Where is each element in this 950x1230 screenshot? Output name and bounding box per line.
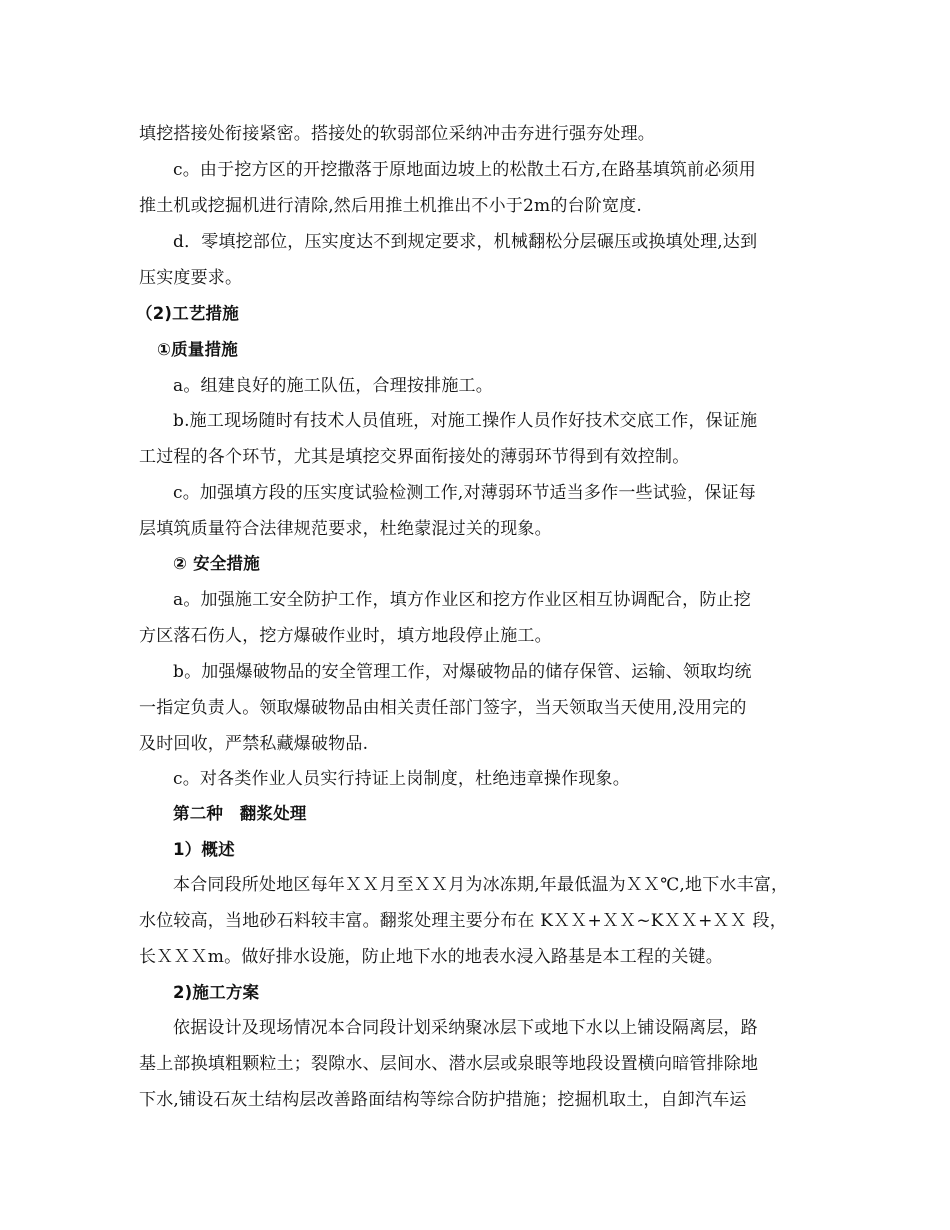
paragraph-line: c。对各类作业人员实行持证上岗制度，杜绝违章操作现象。	[173, 769, 630, 789]
subsection-heading: ①质量措施	[157, 340, 238, 359]
paragraph-line: a。加强施工安全防护工作，填方作业区和挖方作业区相互协调配合，防止挖	[173, 590, 751, 610]
paragraph-line: d．零填挖部位，压实度达不到规定要求，机械翻松分层碾压或换填处理,达到	[173, 232, 758, 252]
paragraph-line: c。由于挖方区的开挖撒落于原地面边坡上的松散土石方,在路基填筑前必须用	[173, 160, 756, 180]
paragraph-line: 本合同段所处地区每年ＸＸ月至ＸＸ月为冰冻期,年最低温为ＸＸ℃,地下水丰富，	[173, 875, 789, 895]
paragraph-line: 基上部换填粗颗粒土；裂隙水、层间水、潜水层或泉眼等地段设置横向暗管排除地	[139, 1054, 759, 1074]
paragraph-line: 工过程的各个环节，尤其是填挖交界面衔接处的薄弱环节得到有效控制。	[139, 447, 690, 467]
paragraph-line: 填挖搭接处衔接紧密。搭接处的软弱部位采纳冲击夯进行强夯处理。	[139, 124, 655, 144]
paragraph-line: 依据设计及现场情况本合同段计划采纳聚冰层下或地下水以上铺设隔离层，路	[173, 1018, 758, 1038]
paragraph-line: 下水,铺设石灰土结构层改善路面结构等综合防护措施；挖掘机取土，自卸汽车运	[139, 1090, 747, 1110]
paragraph-line: 水位较高，当地砂石料较丰富。翻浆处理主要分布在 KＸＸ+ＸＸ~KＸＸ+ＸＸ 段，	[139, 911, 787, 931]
subsection-heading: 1）概述	[173, 840, 235, 859]
paragraph-line: c。加强填方段的压实度试验检测工作,对薄弱环节适当多作一些试验，保证每	[173, 483, 756, 503]
paragraph-line: 长ＸＸＸm。做好排水设施，防止地下水的地表水浸入路基是本工程的关键。	[139, 947, 723, 967]
section-heading: （2)工艺措施	[136, 304, 239, 323]
paragraph-line: b。加强爆破物品的安全管理工作，对爆破物品的储存保管、运输、领取均统	[173, 662, 752, 682]
paragraph-line: 层填筑质量符合法律规范要求，杜绝蒙混过关的现象。	[139, 519, 552, 539]
subsection-heading: 2)施工方案	[173, 983, 260, 1002]
paragraph-line: 及时回收，严禁私藏爆破物品.	[139, 734, 369, 754]
paragraph-line: 方区落石伤人，挖方爆破作业时，填方地段停止施工。	[139, 626, 552, 646]
subsection-heading: ② 安全措施	[173, 554, 260, 573]
paragraph-line: a。组建良好的施工队伍，合理按排施工。	[173, 376, 493, 396]
paragraph-line: 压实度要求。	[139, 268, 243, 288]
paragraph-line: 一指定负责人。领取爆破物品由相关责任部门签字，当天领取当天使用,没用完的	[139, 698, 747, 718]
paragraph-line: 推土机或挖掘机进行清除,然后用推土机推出不小于2m的台阶宽度.	[139, 196, 642, 216]
paragraph-line: b.施工现场随时有技术人员值班，对施工操作人员作好技术交底工作，保证施	[173, 411, 758, 431]
section-heading: 第二种 翻浆处理	[173, 804, 307, 823]
